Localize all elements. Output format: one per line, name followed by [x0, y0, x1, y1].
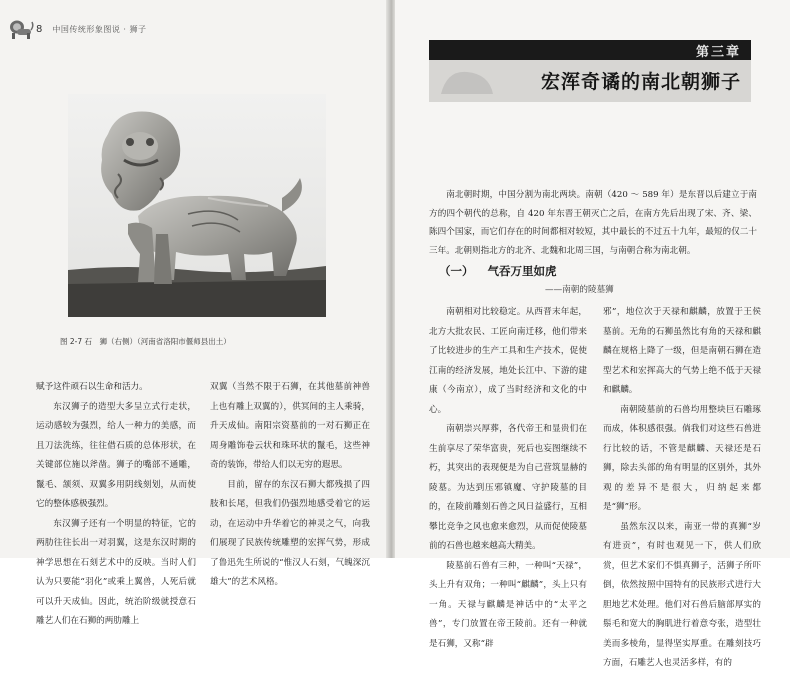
- left-text-columns: [36, 378, 370, 632]
- paragraph: 双翼（当然不限于石狮，在其他墓前神兽上也有雕上双翼的），供冥间的主人乘骑，升天成仙。南阳宗资墓前的一对石狮正在周身雕饰卷云状和珠环状的鬣毛，这些神奇的装饰，带给人们以无穷的遐思。: [210, 382, 370, 470]
- paragraph: 陵墓前石兽有三种，一种叫“天禄”，头上升有双角；一种叫“麒麟”，头上只有一角。天禄与麒麟是神话中的“太平之兽”，专门放置在帝王陵前。还有一种就是石狮，又称“辟: [429, 560, 587, 649]
- right-page: [395, 0, 790, 668]
- page-number: 8: [36, 23, 43, 35]
- chapter-header: [429, 40, 751, 102]
- chapter-number: 第三章: [695, 45, 741, 60]
- lion-emblem-icon: [8, 18, 34, 40]
- paragraph: 虽然东汉以来，南亚一带的真狮“岁有进贡”，有时也观见一下，供人们欣赏，但艺术家们不惧真狮子，活狮子所吓倒，依然按照中国特有的民族形式进行大胆地艺术处理。他们对石兽后脑部厚实的鬃毛和宽大的胸肌进行着意夸张，造型壮美而多棱角，显得坚实厚重。在雕刻技巧方面，石雕艺人也灵活多样，有的: [603, 521, 761, 668]
- stone-lion-photo: [68, 94, 326, 317]
- subsection-title: ——南朝的陵墓狮: [545, 285, 614, 295]
- paragraph: 东汉狮子还有一个明显的特征，它的两肋往往长出一对羽翼，这是东汉时期的神学思想在石刻艺术中的反映。当时人们认为只要能“羽化”或乘上翼兽，人死后就可以升天成仙。因此，统治阶级就授意石雕艺人们在石狮的两肋雕上: [36, 518, 196, 626]
- chapter-title: 宏浑奇谲的南北朝狮子: [540, 71, 741, 93]
- paragraph: 目前，留存的东汉石狮大都残损了四肢和长尾，但我们仍强烈地感受着它的运动，在运动中升华着它的神灵之气，向我们展现了民族传统雕塑的宏挥气势，形成了鲁迅先生所说的“惟汉人石刻，气魄深沉雄大”的艺术风格。: [210, 479, 370, 587]
- left-page-header: [8, 18, 147, 40]
- section-number: （一）: [439, 264, 474, 278]
- section-title: 气吞万里如虎: [487, 264, 557, 278]
- paragraph: 南朝崇兴厚葬，各代帝王和显贵们在生前享尽了荣华富贵，死后也妄图继续不朽，其突出的表现便是为自己营筑显赫的陵墓。为达到压邪镇魔、守护陵墓的目的，在陵前雕刻石兽之风日益盛行，互相攀比竞争之风也愈来愈烈，从而促使陵墓前的石兽也越来越高大精美。: [429, 424, 587, 551]
- paragraph: 赋予这件顽石以生命和活力。: [36, 382, 148, 392]
- left-page: [0, 0, 389, 626]
- paragraph: 东汉狮子的造型大多呈立式行走状，运动感较为强烈，给人一种力的美感，而且刀法洗练，往往借石质的总体形状，在关键部位施以斧凿。狮子的嘴部不通雕，鬣毛、颔须、双翼多用阴线刻划，从而使它的整体感极强烈。: [36, 401, 196, 509]
- right-text-columns: [429, 303, 761, 674]
- left-column-2: [210, 378, 370, 632]
- chapter-intro: [429, 186, 757, 260]
- paragraph: 邪”，地位次于天禄和麒麟，放置于王侯墓前。无角的石狮虽然比有角的天禄和麒麟在规格上降了一级，但是南朝石狮在造型艺术和宏挥高大的气势上绝不低于天禄和麒麟。: [603, 307, 761, 395]
- intro-paragraph: 南北朝时期，中国分割为南北两块。南朝（420 ～ 589 年）是东晋以后建立于南方的四个朝代的总称，自 420 年东晋王朝灭亡之后，在南方先后出现了宋、齐、梁、陈四个国家，而它们存在的时间都相对较短，其中最长的不过五十九年，最短的仅二十三年。北朝则指北方的北齐、北魏和北周三国，与南朝合称为南北朝。: [429, 190, 757, 256]
- decorative-lion-icon: [437, 64, 497, 98]
- left-column-1: [36, 378, 196, 632]
- paragraph: 南朝相对比较稳定。从西晋末年起，北方大批农民、工匠向南迁移，他们带来了比较进步的生产工具和生产技术，促使江南的经济发展，地处长江中、下游的建康（今南京），成了当时经济和文化的中心。: [429, 307, 587, 415]
- right-column-1: [429, 303, 587, 674]
- running-title: 中国传统形象图说 · 狮子: [52, 24, 147, 34]
- paragraph: 南朝陵墓前的石兽均用整块巨石雕琢而成，体积感很强。倘我们对这些石兽进行比较的话，不管是麒麟、天禄还是石狮，除去头部的角有明显的区别外，其外观的差异不是很大，归纳起来都是“狮”形。: [603, 404, 761, 512]
- section-heading: [439, 263, 557, 279]
- figure-caption: 图 2-7 石 狮（右侧）（河南省洛阳市偃师县出土）: [60, 337, 231, 346]
- right-column-2: [603, 303, 761, 674]
